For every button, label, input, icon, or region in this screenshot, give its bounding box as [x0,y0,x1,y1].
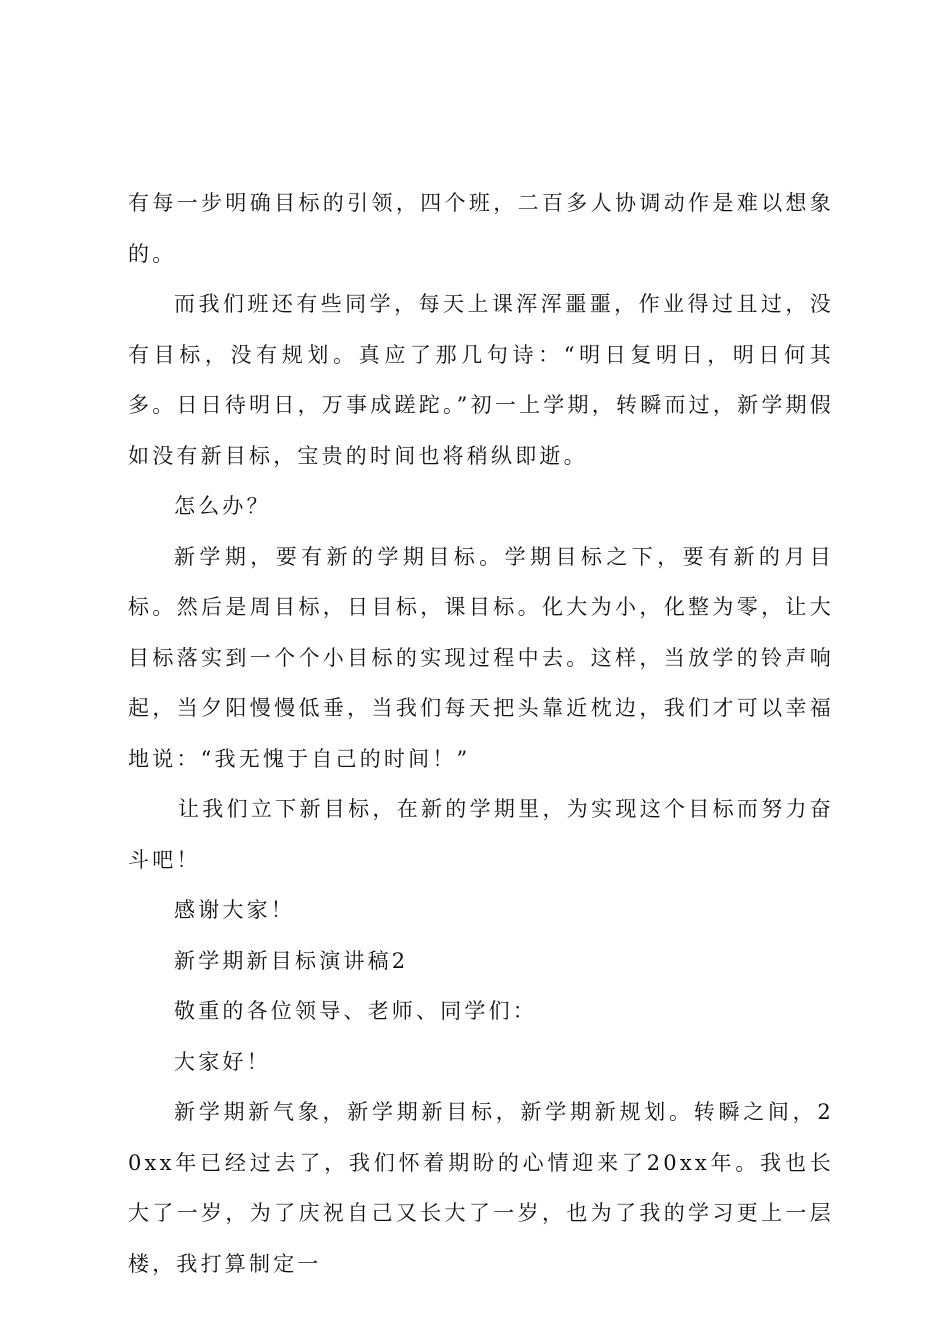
paragraph-no-goal: 而我们班还有些同学，每天上课浑浑噩噩，作业得过且过，没有目标，没有规划。真应了那几句诗：“明日复明日，明日何其多。日日待明日，万事成蹉跎。”初一上学期，转瞬而过，新学期假如没有新目标，宝贵的时间也将稍纵即逝。 [128,292,834,468]
paragraph-call-to-action: 让我们立下新目标，在新的学期里，为实现这个目标而努力奋斗吧！ [128,797,834,872]
greeting: 大家好！ [174,1049,271,1074]
speech-title: 新学期新目标演讲稿2 [174,948,409,973]
paragraph-continuation: 有每一步明确目标的引领，四个班，二百多人协调动作是难以想象的。 [128,191,834,266]
salutation: 敬重的各位领导、老师、同学们： [174,999,537,1023]
paragraph-new-semester: 新学期新气象，新学期新目标，新学期新规划。转瞬之间，20xx年已经过去了，我们怀着期盼的心情迎来了20xx年。我也长大了一岁，为了庆祝自己又长大了一岁，也为了我的学习更上一层楼，我打算制定一 [128,1100,834,1276]
paragraph-question: 怎么办？ [174,494,271,518]
paragraph-thanks: 感谢大家！ [174,898,295,922]
document-page [128,178,834,1289]
paragraph-new-goals: 新学期，要有新的学期目标。学期目标之下，要有新的月目标。然后是周目标，日目标，课目标。化大为小，化整为零，让大目标落实到一个个小目标的实现过程中去。这样，当放学的铃声响起，当夕阳慢慢低垂，当我们每天把头靠近枕边，我们才可以幸福地说：“我无愧于自己的时间！” [128,544,834,771]
